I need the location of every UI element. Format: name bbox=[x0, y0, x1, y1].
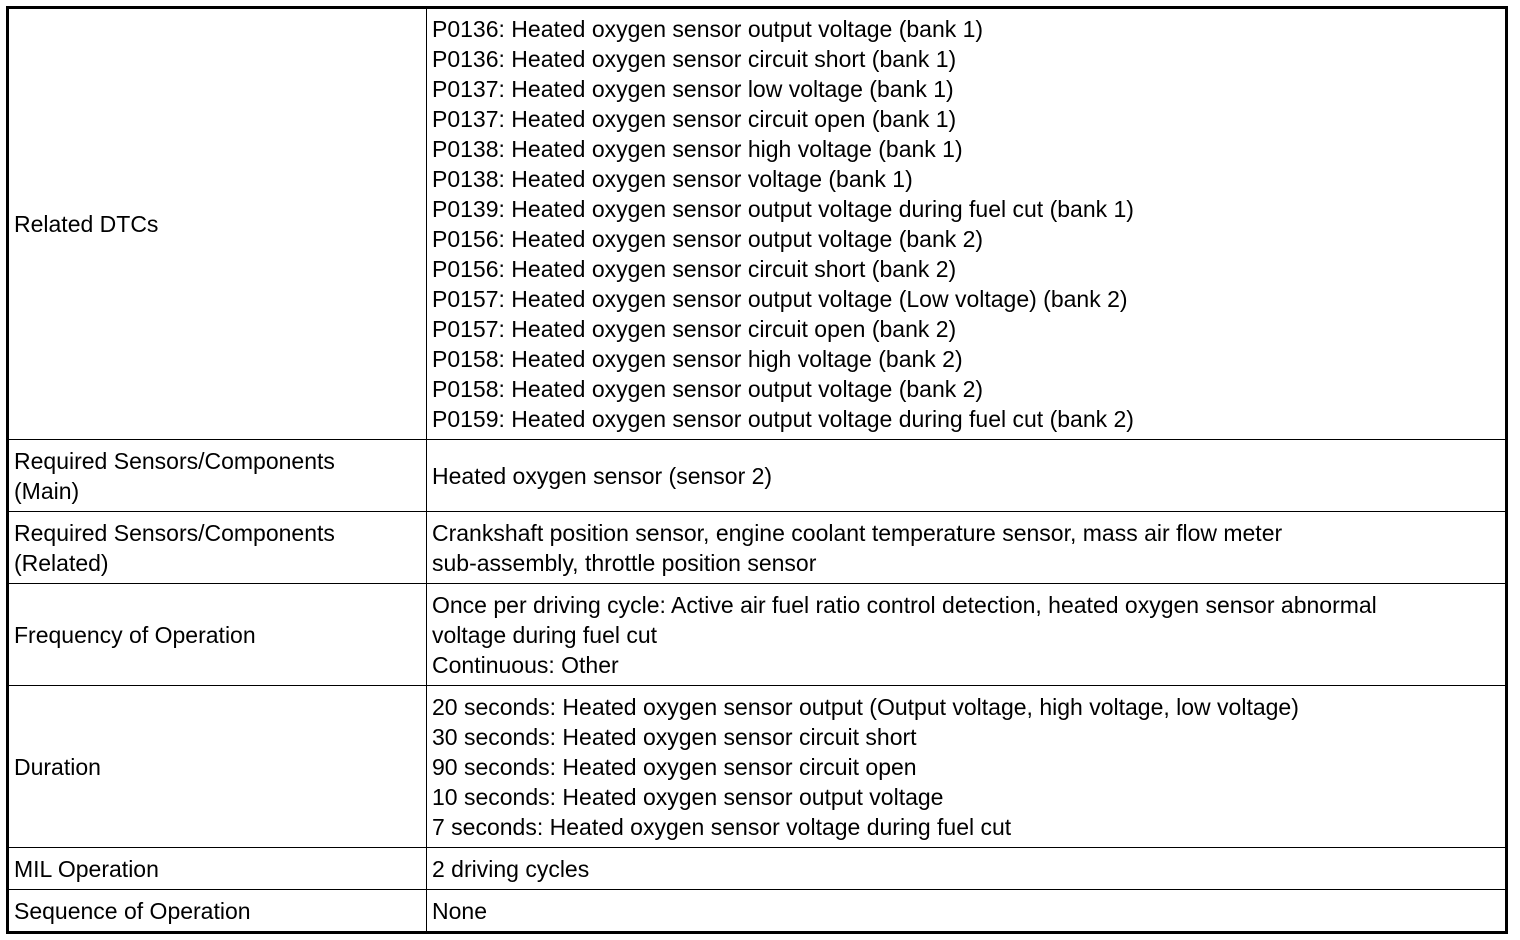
dtc-line: P0156: Heated oxygen sensor circuit short (bank 2) bbox=[432, 256, 957, 282]
value-line: Heated oxygen sensor (sensor 2) bbox=[432, 462, 773, 489]
dtc-line: P0158: Heated oxygen sensor high voltage (bank 2) bbox=[432, 346, 963, 372]
row-value bbox=[427, 848, 1507, 890]
row-sequence-of-operation bbox=[8, 890, 1507, 933]
row-label bbox=[8, 512, 427, 584]
row-label bbox=[8, 848, 427, 890]
dtc-line: P0137: Heated oxygen sensor circuit open (bank 1) bbox=[432, 106, 957, 132]
dtc-line: P0157: Heated oxygen sensor circuit open (bank 2) bbox=[432, 316, 957, 342]
row-related-dtcs bbox=[8, 8, 1507, 440]
dtc-line: P0138: Heated oxygen sensor high voltage (bank 1) bbox=[432, 136, 963, 162]
dtc-line: P0138: Heated oxygen sensor voltage (bank 1) bbox=[432, 166, 913, 192]
row-label bbox=[8, 440, 427, 512]
row-value bbox=[427, 584, 1507, 686]
row-duration bbox=[8, 686, 1507, 848]
row-label bbox=[8, 8, 427, 440]
value-line: 10 seconds: Heated oxygen sensor output voltage bbox=[432, 783, 944, 810]
row-frequency-of-operation bbox=[8, 584, 1507, 686]
value-line: Continuous: Other bbox=[432, 651, 619, 678]
dtc-line: P0139: Heated oxygen sensor output voltage during fuel cut (bank 1) bbox=[432, 196, 1134, 222]
row-value bbox=[427, 890, 1507, 933]
row-label bbox=[8, 686, 427, 848]
label-line: Related DTCs bbox=[14, 211, 159, 237]
label-line: Required Sensors/Components bbox=[14, 519, 335, 546]
value-line: None bbox=[432, 897, 487, 924]
row-required-sensors-related bbox=[8, 512, 1507, 584]
dtc-line: P0156: Heated oxygen sensor output voltage (bank 2) bbox=[432, 226, 984, 252]
dtc-line: P0136: Heated oxygen sensor output voltage (bank 1) bbox=[432, 16, 984, 42]
value-line: 90 seconds: Heated oxygen sensor circuit open bbox=[432, 753, 917, 780]
dtc-line: P0136: Heated oxygen sensor circuit short (bank 1) bbox=[432, 46, 957, 72]
value-line: Once per driving cycle: Active air fuel ratio control detection, heated oxygen sensor abnormal bbox=[432, 591, 1377, 618]
value-line: 30 seconds: Heated oxygen sensor circuit short bbox=[432, 723, 917, 750]
label-line: MIL Operation bbox=[14, 855, 159, 882]
dtc-line: P0159: Heated oxygen sensor output voltage during fuel cut (bank 2) bbox=[432, 406, 1134, 432]
label-line: (Related) bbox=[14, 549, 109, 576]
label-line: Frequency of Operation bbox=[14, 621, 256, 648]
value-line: voltage during fuel cut bbox=[432, 621, 658, 648]
value-line: 2 driving cycles bbox=[432, 855, 590, 882]
spec-table bbox=[6, 6, 1508, 934]
dtc-line: P0137: Heated oxygen sensor low voltage (bank 1) bbox=[432, 76, 954, 102]
row-value bbox=[427, 440, 1507, 512]
value-line: 7 seconds: Heated oxygen sensor voltage during fuel cut bbox=[432, 813, 1012, 840]
label-line: (Main) bbox=[14, 477, 80, 504]
row-value bbox=[427, 512, 1507, 584]
label-line: Duration bbox=[14, 753, 101, 780]
label-line: Required Sensors/Components bbox=[14, 447, 335, 474]
value-line: sub-assembly, throttle position sensor bbox=[432, 549, 817, 576]
row-value bbox=[427, 8, 1507, 440]
value-line: Crankshaft position sensor, engine coolant temperature sensor, mass air flow meter bbox=[432, 519, 1283, 546]
row-label bbox=[8, 584, 427, 686]
row-required-sensors-main bbox=[8, 440, 1507, 512]
row-value bbox=[427, 686, 1507, 848]
label-line: Sequence of Operation bbox=[14, 897, 251, 924]
row-label bbox=[8, 890, 427, 933]
dtc-line: P0158: Heated oxygen sensor output voltage (bank 2) bbox=[432, 376, 984, 402]
value-line: 20 seconds: Heated oxygen sensor output (Output voltage, high voltage, low voltage) bbox=[432, 693, 1299, 720]
dtc-line: P0157: Heated oxygen sensor output voltage (Low voltage) (bank 2) bbox=[432, 286, 1128, 312]
row-mil-operation bbox=[8, 848, 1507, 890]
